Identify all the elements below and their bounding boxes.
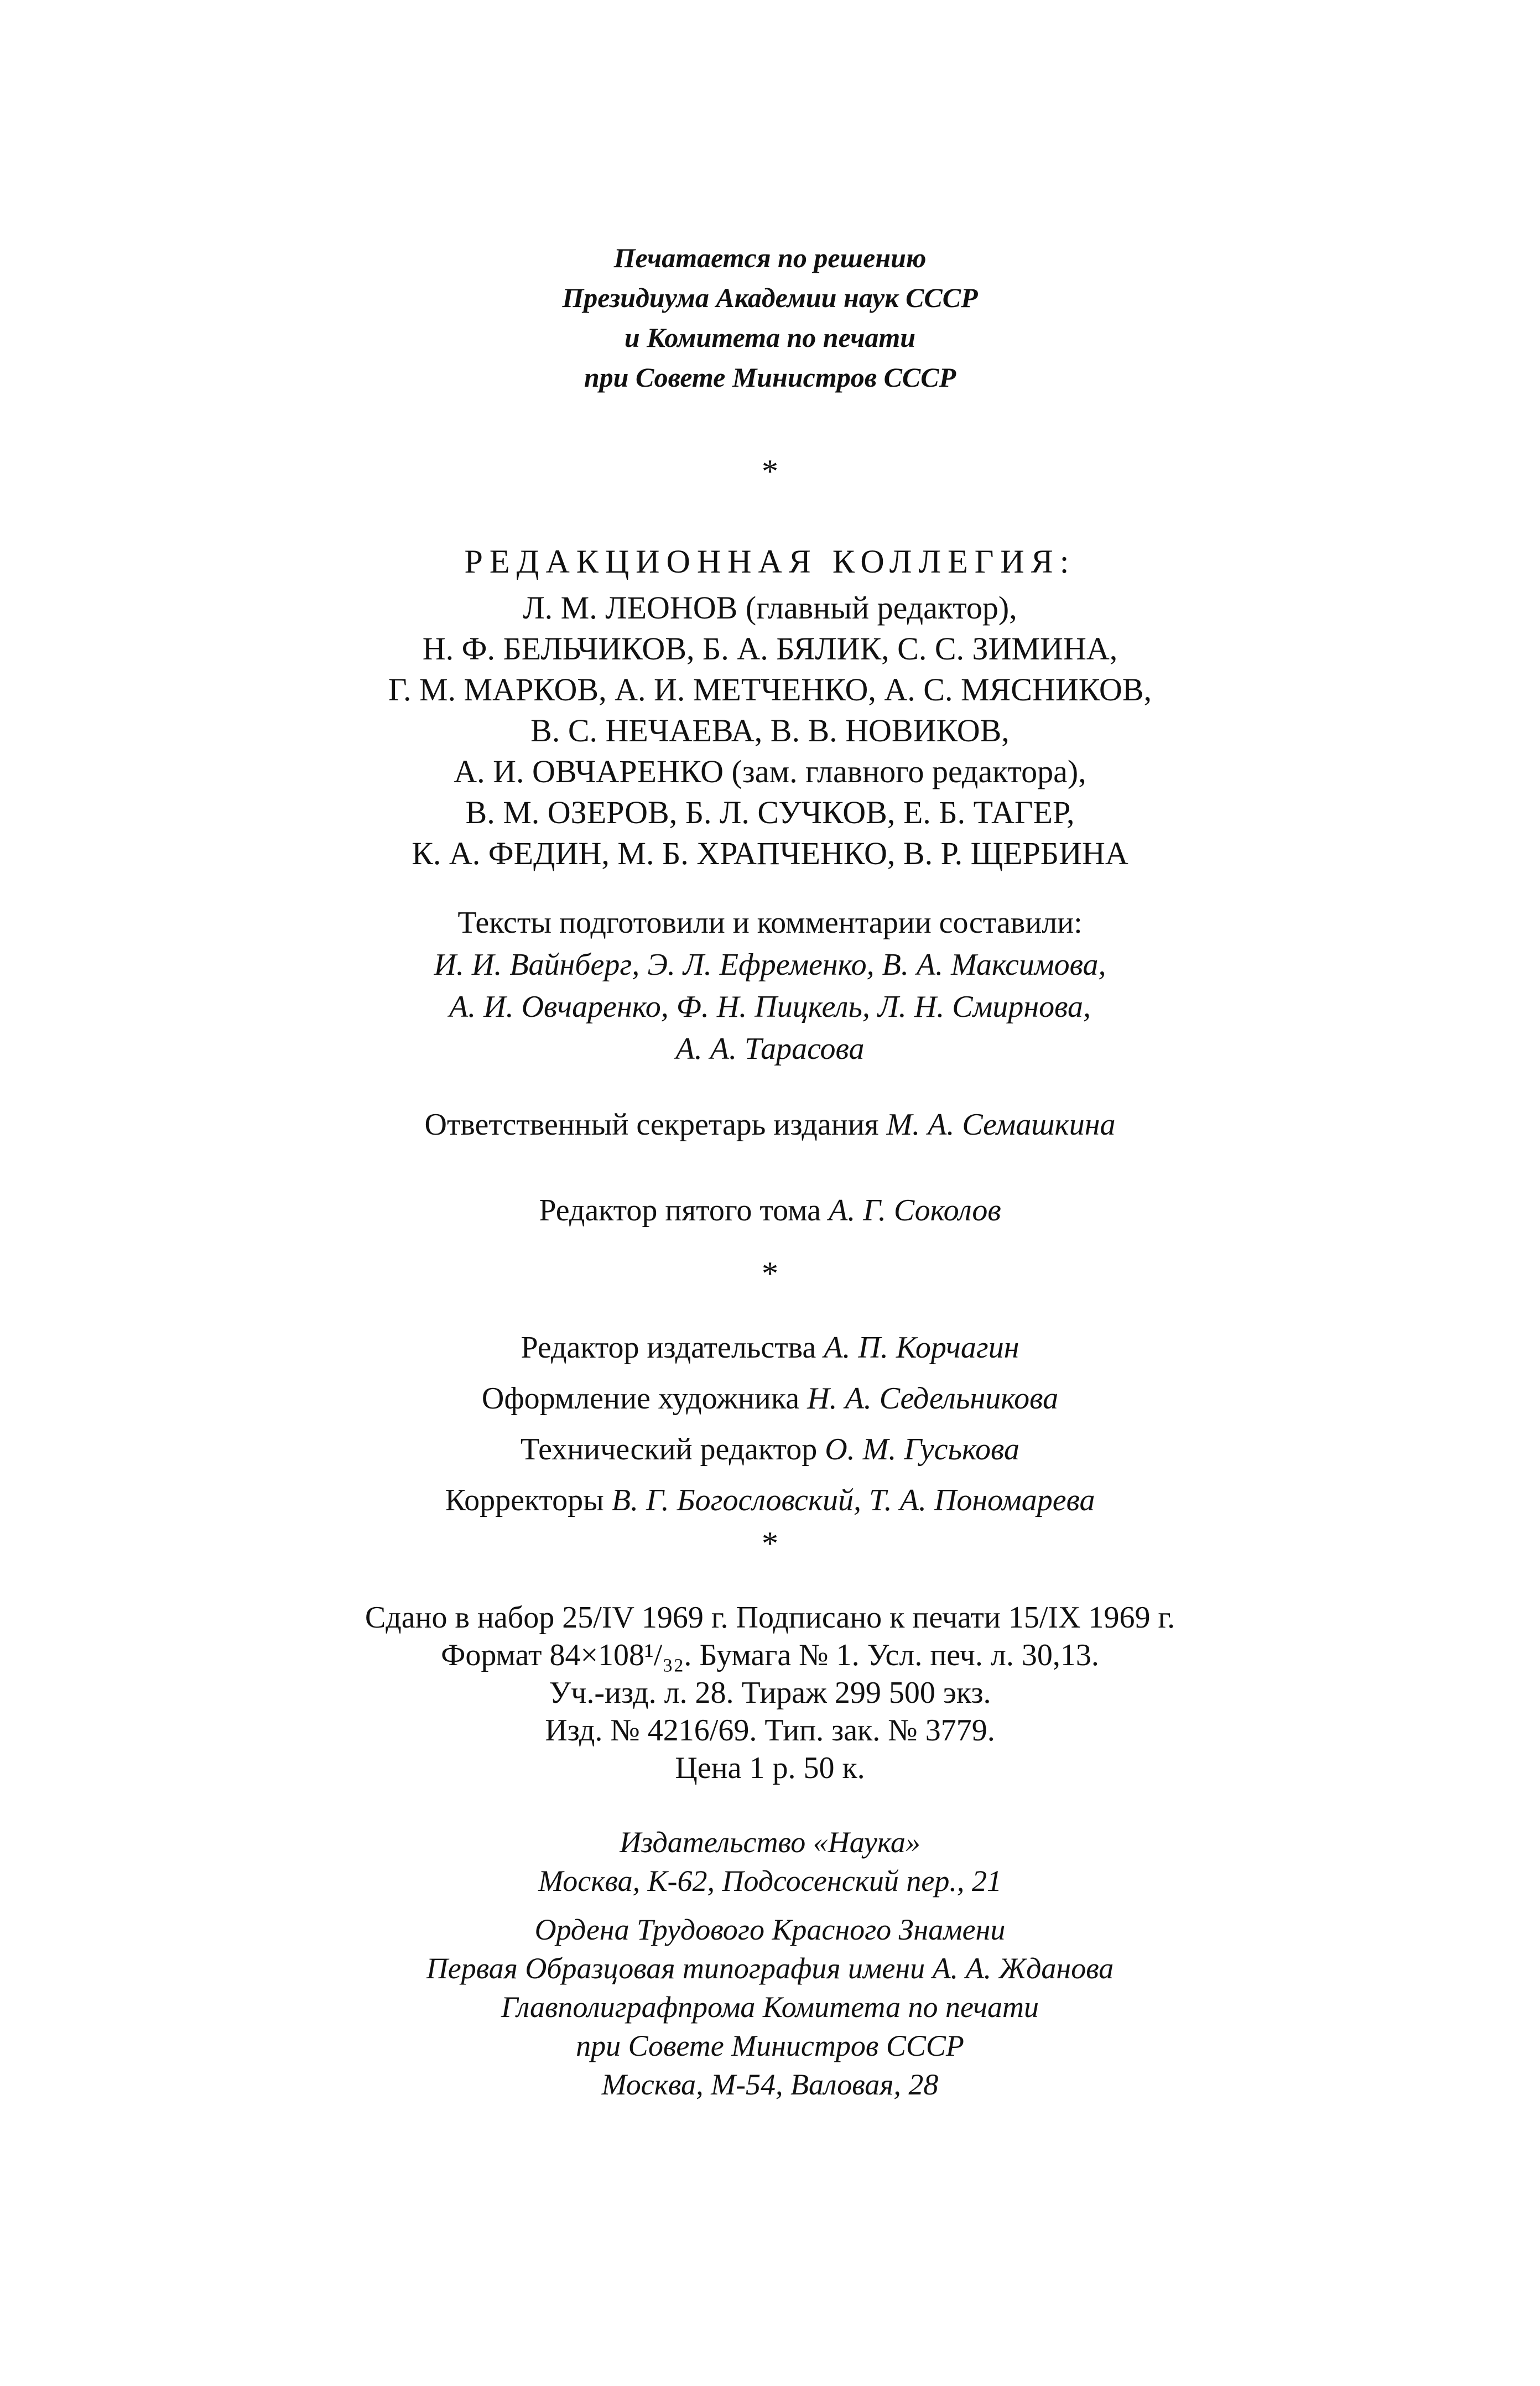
print-detail-line: Формат 84×108¹/₃₂. Бумага № 1. Усл. печ. л. 30,13.: [441, 1638, 1099, 1672]
printer-line: Москва, М-54, Валовая, 28: [601, 2068, 939, 2101]
prepared-by-names: И. И. Вайнберг, Э. Л. Ефременко, В. А. Максимова,: [434, 948, 1106, 982]
publisher-name: Издательство «Наука»: [620, 1826, 920, 1859]
publisher-address: Москва, К-62, Подсосенский пер., 21: [538, 1864, 1002, 1898]
printer-line: Ордена Трудового Красного Знамени: [534, 1913, 1006, 1946]
spacer: [0, 1900, 1540, 1910]
board-member-line: К. А. ФЕДИН, М. Б. ХРАПЧЕНКО, В. Р. ЩЕРБИНА: [412, 835, 1128, 871]
credit-name: О. М. Гуськова: [825, 1432, 1019, 1467]
staff-credit-line: [0, 1475, 1540, 1526]
printer-line: при Совете Министров СССР: [576, 2029, 964, 2062]
asterisk-separator: *: [762, 1525, 778, 1562]
volume-editor-credit: [0, 1189, 1540, 1231]
editorial-board-members: [0, 588, 1540, 874]
prepared-by-names: А. И. Овчаренко, Ф. Н. Пицкель, Л. Н. Смирнова,: [449, 990, 1091, 1024]
editorial-board-heading: РЕДАКЦИОННАЯ КОЛЛЕГИЯ:: [464, 543, 1076, 580]
credit-label: Редактор пятого тома: [539, 1193, 821, 1228]
staff-credit-line: [0, 1373, 1540, 1424]
credit-name: А. Г. Соколов: [829, 1193, 1001, 1228]
asterisk-separator: *: [762, 1255, 778, 1292]
board-member-line: А. И. ОВЧАРЕНКО (зам. главного редактора),: [454, 753, 1086, 789]
print-detail-line: Уч.-изд. л. 28. Тираж 299 500 экз.: [549, 1676, 991, 1710]
board-member-line: Н. Ф. БЕЛЬЧИКОВ, Б. А. БЯЛИК, С. С. ЗИМИНА,: [422, 631, 1118, 667]
prepared-by-names: А. А. Тарасова: [675, 1032, 865, 1066]
credit-label: Технический редактор: [521, 1432, 818, 1467]
staff-credit-line: [0, 1322, 1540, 1373]
executive-secretary-credit: [0, 1104, 1540, 1146]
credit-name: А. П. Корчагин: [824, 1330, 1019, 1365]
credit-name: М. А. Семашкина: [886, 1108, 1116, 1142]
print-detail-line: Изд. № 4216/69. Тип. зак. № 3779.: [545, 1713, 995, 1748]
prepared-by-label: Тексты подготовили и комментарии составили:: [457, 906, 1083, 940]
staff-credit-line: [0, 1424, 1540, 1475]
credit-name: В. Г. Богословский, Т. А. Пономарева: [611, 1483, 1095, 1517]
print-detail-line: Сдано в набор 25/IV 1969 г. Подписано к печати 15/IX 1969 г.: [365, 1600, 1175, 1635]
publication-permission: [0, 238, 1540, 397]
permission-line: при Совете Министров СССР: [584, 362, 956, 393]
publishing-staff-credits: [0, 1322, 1540, 1526]
print-detail-line: Цена 1 р. 50 к.: [675, 1751, 865, 1785]
credit-label: Оформление художника: [481, 1381, 800, 1416]
credit-name: Н. А. Седельникова: [807, 1381, 1059, 1416]
board-member-line: Л. М. ЛЕОНОВ (главный редактор),: [523, 590, 1017, 626]
printer-line: Главполиграфпрома Комитета по печати: [501, 1990, 1039, 2024]
asterisk-separator: *: [762, 453, 778, 490]
credit-label: Корректоры: [445, 1483, 604, 1517]
permission-line: и Комитета по печати: [624, 322, 916, 353]
print-details: [0, 1599, 1540, 1787]
board-member-line: Г. М. МАРКОВ, А. И. МЕТЧЕНКО, А. С. МЯСНИКОВ,: [388, 672, 1152, 708]
printer-line: Первая Образцовая типография имени А. А. Жданова: [426, 1952, 1114, 1985]
permission-line: Президиума Академии наук СССР: [562, 282, 978, 313]
permission-line: Печатается по решению: [613, 242, 927, 273]
prepared-by-section: [0, 902, 1540, 1070]
credit-label: Редактор издательства: [521, 1330, 816, 1365]
board-member-line: В. С. НЕЧАЕВА, В. В. НОВИКОВ,: [530, 713, 1010, 748]
publisher-info: [0, 1823, 1540, 2104]
credit-label: Ответственный секретарь издания: [424, 1108, 879, 1142]
board-member-line: В. М. ОЗЕРОВ, Б. Л. СУЧКОВ, Е. Б. ТАГЕР,: [465, 794, 1075, 830]
